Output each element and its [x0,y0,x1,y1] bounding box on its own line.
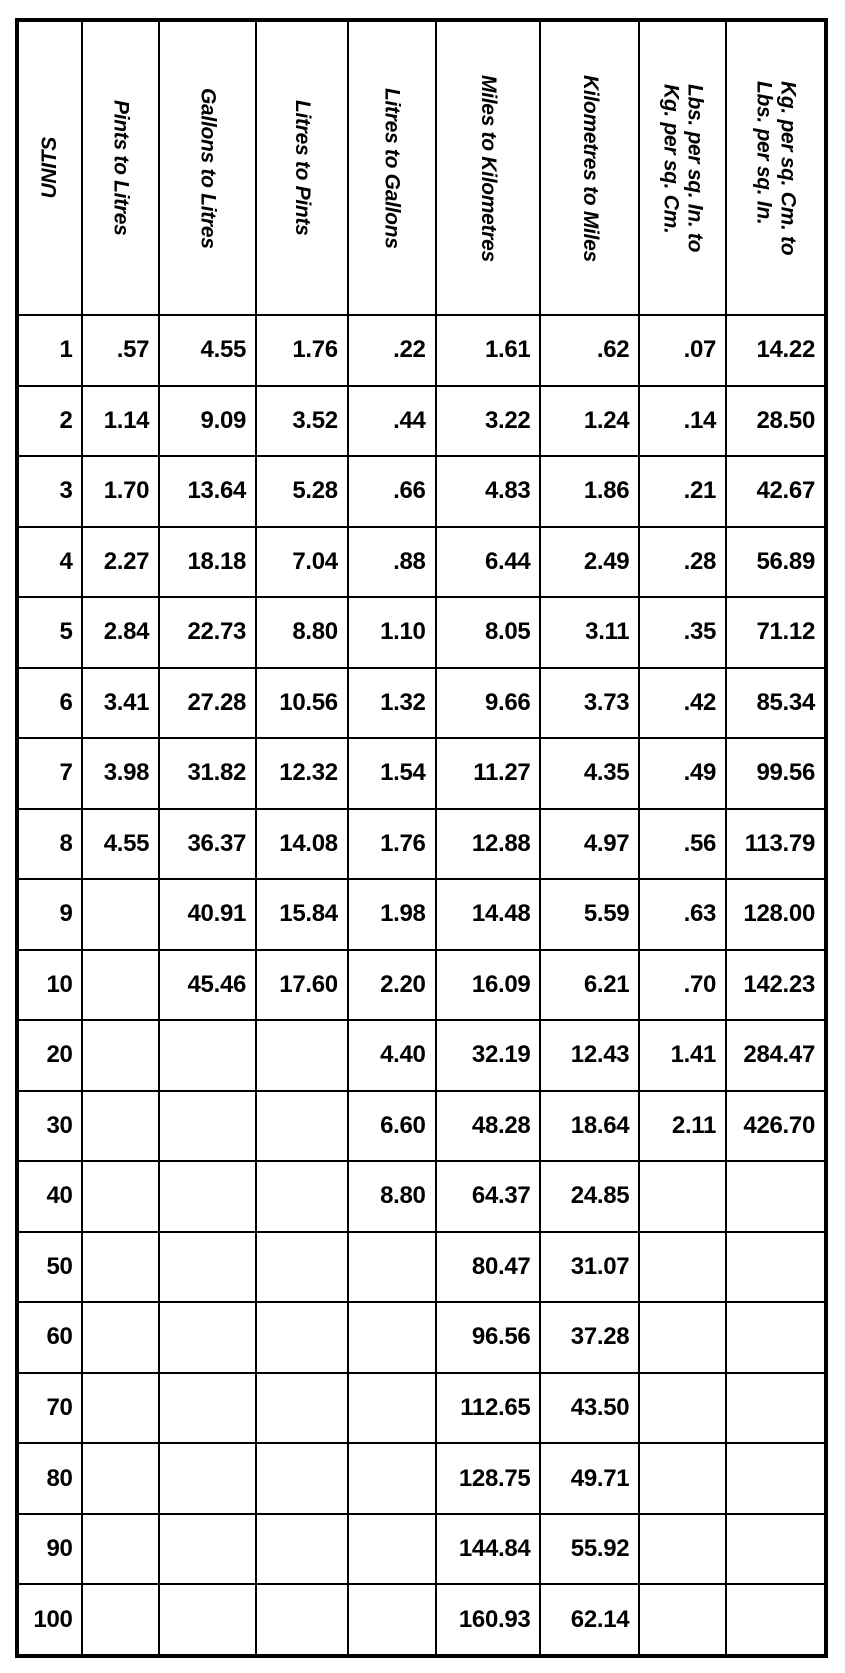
cell-miles-to-kilometres: 11.27 [436,738,541,809]
cell-miles-to-kilometres: 16.09 [436,950,541,1021]
cell-litres-to-gallons: .22 [348,315,436,386]
cell-pints-to-litres: 3.98 [82,738,160,809]
conversion-sheet [15,18,828,1658]
cell-litres-to-gallons: 1.76 [348,809,436,880]
table-row [17,1091,826,1162]
cell-pints-to-litres: 1.70 [82,456,160,527]
table-row [17,1514,826,1585]
table-row [17,315,826,386]
cell-pints-to-litres [82,950,160,1021]
cell-litres-to-pints [256,1232,348,1303]
cell-kilometres-to-miles: 3.73 [540,668,639,739]
cell-miles-to-kilometres: 32.19 [436,1020,541,1091]
table-body [17,315,826,1656]
cell-litres-to-pints [256,1514,348,1585]
cell-pints-to-litres: 4.55 [82,809,160,880]
cell-litres-to-pints: 3.52 [256,386,348,457]
cell-gallons-to-litres [159,1091,256,1162]
cell-gallons-to-litres [159,1232,256,1303]
cell-units: 50 [17,1232,82,1303]
cell-gallons-to-litres [159,1020,256,1091]
cell-units: 4 [17,527,82,598]
cell-litres-to-gallons [348,1584,436,1656]
cell-litres-to-pints [256,1161,348,1232]
cell-kg-to-lbs: 71.12 [726,597,826,668]
header-label-kg-to-lbs: Kg. per sq. Cm. to Lbs. per sq. In. [752,80,800,256]
cell-kilometres-to-miles: 6.21 [540,950,639,1021]
cell-pints-to-litres [82,879,160,950]
cell-litres-to-pints [256,1373,348,1444]
cell-litres-to-gallons [348,1514,436,1585]
cell-units: 1 [17,315,82,386]
cell-pints-to-litres: .57 [82,315,160,386]
cell-kg-to-lbs: 28.50 [726,386,826,457]
cell-lbs-to-kg [639,1302,726,1373]
cell-litres-to-gallons: 8.80 [348,1161,436,1232]
cell-pints-to-litres [82,1161,160,1232]
cell-kg-to-lbs: 142.23 [726,950,826,1021]
cell-kilometres-to-miles: 2.49 [540,527,639,598]
cell-litres-to-pints: 10.56 [256,668,348,739]
cell-pints-to-litres: 3.41 [82,668,160,739]
cell-miles-to-kilometres: 3.22 [436,386,541,457]
cell-units: 6 [17,668,82,739]
conversion-table [15,18,828,1658]
cell-kg-to-lbs: 426.70 [726,1091,826,1162]
cell-lbs-to-kg: .35 [639,597,726,668]
cell-litres-to-gallons: 1.10 [348,597,436,668]
cell-lbs-to-kg [639,1584,726,1656]
cell-pints-to-litres: 2.27 [82,527,160,598]
cell-lbs-to-kg: .28 [639,527,726,598]
cell-pints-to-litres [82,1514,160,1585]
cell-kg-to-lbs: 56.89 [726,527,826,598]
cell-kilometres-to-miles: 62.14 [540,1584,639,1656]
cell-gallons-to-litres: 18.18 [159,527,256,598]
cell-units: 90 [17,1514,82,1585]
cell-lbs-to-kg: .07 [639,315,726,386]
table-row [17,879,826,950]
cell-litres-to-pints: 5.28 [256,456,348,527]
cell-litres-to-pints [256,1443,348,1514]
cell-lbs-to-kg: .14 [639,386,726,457]
header-cell-litres-to-pints [256,20,348,315]
cell-units: 80 [17,1443,82,1514]
cell-units: 5 [17,597,82,668]
cell-miles-to-kilometres: 6.44 [436,527,541,598]
cell-gallons-to-litres [159,1514,256,1585]
header-label-units: UNITS [37,137,61,199]
header-cell-pints-to-litres [82,20,160,315]
cell-lbs-to-kg: .21 [639,456,726,527]
cell-kilometres-to-miles: 18.64 [540,1091,639,1162]
cell-litres-to-gallons [348,1232,436,1303]
table-row [17,527,826,598]
cell-miles-to-kilometres: 64.37 [436,1161,541,1232]
cell-kilometres-to-miles: 55.92 [540,1514,639,1585]
cell-kilometres-to-miles: 1.24 [540,386,639,457]
cell-miles-to-kilometres: 80.47 [436,1232,541,1303]
cell-gallons-to-litres: 31.82 [159,738,256,809]
cell-pints-to-litres [82,1232,160,1303]
cell-kilometres-to-miles: 5.59 [540,879,639,950]
table-row [17,597,826,668]
cell-litres-to-gallons [348,1373,436,1444]
cell-units: 20 [17,1020,82,1091]
cell-lbs-to-kg [639,1232,726,1303]
header-cell-gallons-to-litres [159,20,256,315]
table-row [17,1161,826,1232]
header-row [17,20,826,315]
cell-kilometres-to-miles: 12.43 [540,1020,639,1091]
cell-litres-to-pints: 1.76 [256,315,348,386]
cell-lbs-to-kg: .56 [639,809,726,880]
cell-kg-to-lbs: 128.00 [726,879,826,950]
cell-units: 40 [17,1161,82,1232]
cell-kilometres-to-miles: 37.28 [540,1302,639,1373]
cell-gallons-to-litres: 36.37 [159,809,256,880]
cell-gallons-to-litres [159,1302,256,1373]
cell-units: 60 [17,1302,82,1373]
cell-gallons-to-litres: 22.73 [159,597,256,668]
cell-pints-to-litres: 2.84 [82,597,160,668]
cell-units: 70 [17,1373,82,1444]
header-cell-lbs-to-kg [639,20,726,315]
cell-kilometres-to-miles: 3.11 [540,597,639,668]
cell-units: 3 [17,456,82,527]
cell-miles-to-kilometres: 4.83 [436,456,541,527]
cell-pints-to-litres [82,1020,160,1091]
cell-miles-to-kilometres: 160.93 [436,1584,541,1656]
cell-lbs-to-kg: .63 [639,879,726,950]
table-row [17,456,826,527]
cell-litres-to-gallons [348,1302,436,1373]
table-row [17,738,826,809]
cell-litres-to-gallons: .66 [348,456,436,527]
cell-kilometres-to-miles: 1.86 [540,456,639,527]
header-label-lbs-to-kg: Lbs. per sq. In. to Kg. per sq. Cm. [659,83,707,253]
cell-gallons-to-litres [159,1373,256,1444]
header-cell-kg-to-lbs [726,20,826,315]
cell-lbs-to-kg: .70 [639,950,726,1021]
cell-units: 2 [17,386,82,457]
cell-pints-to-litres [82,1373,160,1444]
cell-litres-to-pints: 7.04 [256,527,348,598]
cell-miles-to-kilometres: 112.65 [436,1373,541,1444]
cell-gallons-to-litres [159,1584,256,1656]
cell-kg-to-lbs [726,1161,826,1232]
cell-gallons-to-litres: 40.91 [159,879,256,950]
header-label-gallons-to-litres: Gallons to Litres [196,87,220,249]
cell-litres-to-gallons: 2.20 [348,950,436,1021]
cell-kilometres-to-miles: 49.71 [540,1443,639,1514]
cell-kilometres-to-miles: 31.07 [540,1232,639,1303]
cell-litres-to-pints: 8.80 [256,597,348,668]
cell-units: 30 [17,1091,82,1162]
table-row [17,1584,826,1656]
cell-units: 100 [17,1584,82,1656]
cell-kilometres-to-miles: 24.85 [540,1161,639,1232]
cell-lbs-to-kg [639,1161,726,1232]
cell-litres-to-pints [256,1091,348,1162]
cell-litres-to-gallons [348,1443,436,1514]
cell-gallons-to-litres: 13.64 [159,456,256,527]
cell-kilometres-to-miles: 4.35 [540,738,639,809]
cell-gallons-to-litres: 9.09 [159,386,256,457]
cell-kg-to-lbs [726,1232,826,1303]
cell-lbs-to-kg: .49 [639,738,726,809]
table-row [17,1302,826,1373]
cell-units: 9 [17,879,82,950]
table-row [17,668,826,739]
cell-litres-to-pints [256,1020,348,1091]
cell-gallons-to-litres: 4.55 [159,315,256,386]
cell-miles-to-kilometres: 8.05 [436,597,541,668]
cell-litres-to-pints: 15.84 [256,879,348,950]
cell-miles-to-kilometres: 14.48 [436,879,541,950]
cell-miles-to-kilometres: 9.66 [436,668,541,739]
header-cell-miles-to-kilometres [436,20,541,315]
table-row [17,386,826,457]
cell-kg-to-lbs: 85.34 [726,668,826,739]
header-label-kilometres-to-miles: Kilometres to Miles [578,74,602,262]
header-cell-litres-to-gallons [348,20,436,315]
cell-miles-to-kilometres: 48.28 [436,1091,541,1162]
cell-miles-to-kilometres: 144.84 [436,1514,541,1585]
cell-gallons-to-litres: 45.46 [159,950,256,1021]
cell-lbs-to-kg: 1.41 [639,1020,726,1091]
table-row [17,1020,826,1091]
header-cell-kilometres-to-miles [540,20,639,315]
cell-litres-to-gallons: 6.60 [348,1091,436,1162]
cell-gallons-to-litres [159,1161,256,1232]
cell-units: 10 [17,950,82,1021]
cell-litres-to-gallons: 1.32 [348,668,436,739]
cell-kg-to-lbs: 14.22 [726,315,826,386]
table-row [17,1443,826,1514]
cell-kg-to-lbs: 99.56 [726,738,826,809]
cell-kg-to-lbs [726,1514,826,1585]
cell-units: 7 [17,738,82,809]
cell-litres-to-pints: 14.08 [256,809,348,880]
cell-litres-to-pints: 17.60 [256,950,348,1021]
cell-kilometres-to-miles: 43.50 [540,1373,639,1444]
cell-gallons-to-litres [159,1443,256,1514]
header-label-litres-to-pints: Litres to Pints [290,100,314,236]
cell-kg-to-lbs [726,1443,826,1514]
cell-litres-to-gallons: .88 [348,527,436,598]
cell-kilometres-to-miles: .62 [540,315,639,386]
table-row [17,1373,826,1444]
cell-lbs-to-kg [639,1443,726,1514]
cell-litres-to-gallons: 1.54 [348,738,436,809]
cell-miles-to-kilometres: 1.61 [436,315,541,386]
table-row [17,950,826,1021]
cell-pints-to-litres [82,1584,160,1656]
cell-litres-to-pints: 12.32 [256,738,348,809]
cell-kg-to-lbs: 113.79 [726,809,826,880]
table-row [17,809,826,880]
cell-miles-to-kilometres: 12.88 [436,809,541,880]
cell-miles-to-kilometres: 96.56 [436,1302,541,1373]
cell-litres-to-pints [256,1302,348,1373]
header-cell-units [17,20,82,315]
cell-units: 8 [17,809,82,880]
cell-pints-to-litres: 1.14 [82,386,160,457]
cell-kg-to-lbs: 42.67 [726,456,826,527]
header-label-miles-to-kilometres: Miles to Kilometres [477,74,501,262]
cell-litres-to-gallons: 4.40 [348,1020,436,1091]
cell-pints-to-litres [82,1443,160,1514]
cell-litres-to-gallons: .44 [348,386,436,457]
table-row [17,1232,826,1303]
cell-kg-to-lbs: 284.47 [726,1020,826,1091]
cell-pints-to-litres [82,1302,160,1373]
cell-lbs-to-kg: .42 [639,668,726,739]
cell-miles-to-kilometres: 128.75 [436,1443,541,1514]
cell-litres-to-pints [256,1584,348,1656]
cell-lbs-to-kg [639,1514,726,1585]
cell-lbs-to-kg [639,1373,726,1444]
cell-litres-to-gallons: 1.98 [348,879,436,950]
header-label-pints-to-litres: Pints to Litres [109,100,133,236]
cell-kg-to-lbs [726,1302,826,1373]
cell-lbs-to-kg: 2.11 [639,1091,726,1162]
cell-kg-to-lbs [726,1373,826,1444]
header-label-litres-to-gallons: Litres to Gallons [380,87,404,249]
cell-gallons-to-litres: 27.28 [159,668,256,739]
cell-pints-to-litres [82,1091,160,1162]
cell-kg-to-lbs [726,1584,826,1656]
cell-kilometres-to-miles: 4.97 [540,809,639,880]
